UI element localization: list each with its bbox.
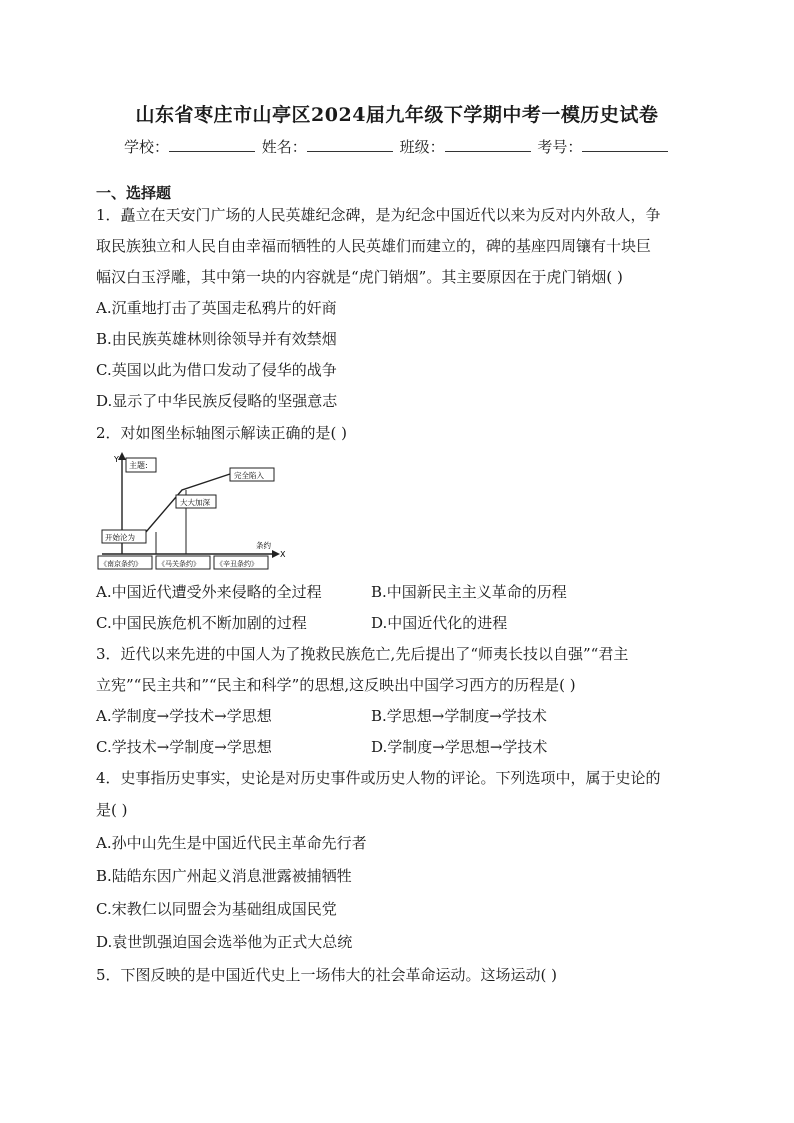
class-label: 班级： <box>399 138 445 156</box>
start-label: 开始沦为 <box>105 533 135 542</box>
student-info-row <box>124 136 670 157</box>
x-axis-label: X <box>280 550 286 559</box>
q3-option-a: A.学制度→学技术→学思想 <box>96 707 272 725</box>
x-title: 条约 <box>256 541 271 550</box>
q4-option-d: D.袁世凯强迫国会选举他为正式大总统 <box>96 933 353 951</box>
school-label: 学校： <box>124 138 170 156</box>
name-blank[interactable] <box>307 137 393 152</box>
treaty-2: 《马关条约》 <box>158 560 200 568</box>
q1-option-d: D.显示了中华民族反侵略的坚强意志 <box>96 392 338 410</box>
q2-option-d: D.中国近代化的进程 <box>371 614 508 632</box>
treaty-3: 《辛丑条约》 <box>216 560 258 568</box>
q1-line3: 幅汉白玉浮雕，其中第一块的内容就是“虎门销烟”。其主要原因在于虎门销烟( ) <box>96 268 623 286</box>
treaty-1: 《南京条约》 <box>100 560 142 568</box>
q2-option-a: A.中国近代遭受外来侵略的全过程 <box>96 583 322 601</box>
q2-option-c: C.中国民族危机不断加剧的过程 <box>96 614 307 632</box>
q3-option-c: C.学技术→学制度→学思想 <box>96 738 272 756</box>
q4-option-c: C.宋教仁以同盟会为基础组成国民党 <box>96 900 337 918</box>
q4-option-b: B.陆皓东因广州起义消息泄露被捕牺牲 <box>96 867 352 885</box>
q1-line2: 取民族独立和人民自由幸福而牺牲的人民英雄们而建立的，碑的基座四周镶有十块巨 <box>96 237 652 255</box>
q4-line1: 4．史事指历史事实，史论是对历史事件或历史人物的评论。下列选项中，属于史论的 <box>96 769 661 787</box>
end-label: 完全陷入 <box>234 471 264 480</box>
q3-line2: 立宪”“民主共和”“民主和科学”的思想,这反映出中国学习西方的历程是( ) <box>96 676 576 694</box>
y-axis-label: Y <box>114 455 119 464</box>
number-label: 考号： <box>537 138 583 156</box>
q3-option-d: D.学制度→学思想→学技术 <box>371 738 548 756</box>
school-blank[interactable] <box>169 137 255 152</box>
theme-label: 主题: <box>129 461 148 470</box>
q4-line2: 是( ) <box>96 801 128 819</box>
q3-line1: 3．近代以来先进的中国人为了挽救民族危亡,先后提出了“师夷长技以自强”“君主 <box>96 645 629 663</box>
name-label: 姓名： <box>261 138 307 156</box>
q1-line1: 1．矗立在天安门广场的人民英雄纪念碑，是为纪念中国近代以来为反对内外敌人，争 <box>96 206 661 224</box>
q1-option-b: B.由民族英雄林则徐领导并有效禁烟 <box>96 330 337 348</box>
q3-option-b: B.学思想→学制度→学技术 <box>371 707 547 725</box>
section-heading: 一、选择题 <box>96 184 172 202</box>
exam-title: 山东省枣庄市山亭区2024届九年级下学期中考一模历史试卷 <box>135 104 659 126</box>
q2-option-b: B.中国新民主主义革命的历程 <box>371 583 567 601</box>
class-blank[interactable] <box>445 137 531 152</box>
q2-stem: 2．对如图坐标轴图示解读正确的是( ) <box>96 424 348 442</box>
mid-label: 大大加深 <box>180 498 210 507</box>
number-blank[interactable] <box>582 137 668 152</box>
q1-option-c: C.英国以此为借口发动了侵华的战争 <box>96 361 337 379</box>
q4-option-a: A.孙中山先生是中国近代民主革命先行者 <box>96 834 367 852</box>
q5-stem: 5．下图反映的是中国近代史上一场伟大的社会革命运动。这场运动( ) <box>96 966 558 984</box>
q2-coordinate-figure <box>96 450 286 572</box>
q1-option-a: A.沉重地打击了英国走私鸦片的奸商 <box>96 299 337 317</box>
